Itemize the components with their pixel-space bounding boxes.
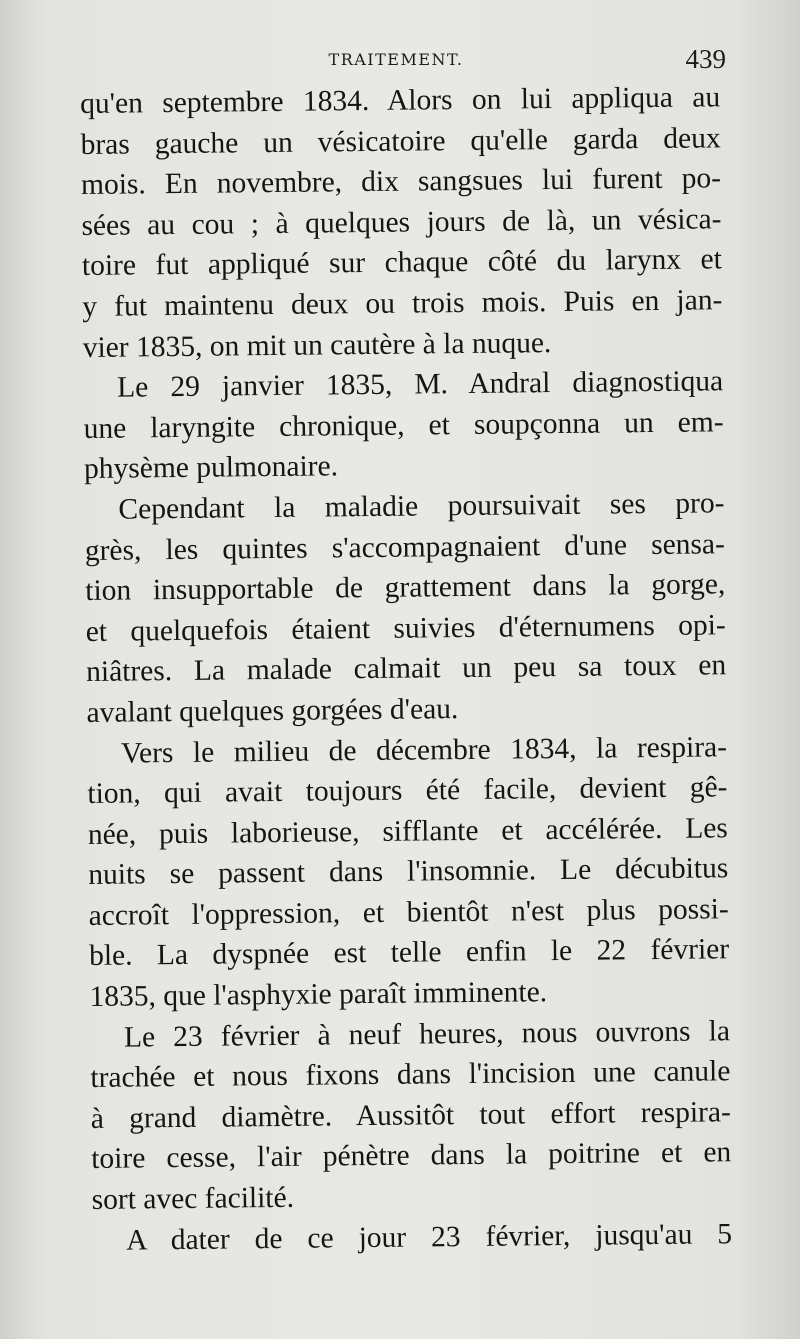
page-number: 439 [685, 44, 726, 74]
text-line: trachée et nous fixons dans l'incision une canule [90, 1055, 731, 1095]
text-line: Le 29 janvier 1835, M. Andral diagnostiqua [117, 365, 724, 404]
text-line: et quelquefois étaient suivies d'éternumens opi- [85, 608, 726, 648]
text-line: mois. En novembre, dix sangsues lui furent po- [80, 162, 722, 202]
text-line: Vers le milieu de décembre 1834, la respira- [120, 730, 728, 770]
text-line: A dater de ce jour 23 février, jusqu'au 5 [125, 1217, 733, 1257]
text-line: avalant quelques gorgées d'eau. [86, 692, 459, 729]
text-line: vier 1835, on mit un cautère à la nuque. [82, 326, 552, 364]
running-title: TRAITEMENT. [328, 50, 464, 69]
text-line: sort avec facilité. [91, 1181, 295, 1216]
text-line: y fut maintenu deux ou trois mois. Puis en jan- [82, 284, 723, 323]
text-line: nuits se passent dans l'insomnie. Le décubitus [88, 852, 729, 892]
text-line: née, puis laborieuse, sifflante et accélérée. Les [87, 811, 728, 851]
text-line: toire fut appliqué sur chaque côté du larynx et [81, 243, 723, 283]
text-line: ble. La dyspnée est telle enfin le 22 février [88, 933, 730, 973]
text-line: qu'en septembre 1834. Alors on lui appliqua au [80, 81, 721, 120]
text-line: sées au cou ; à quelques jours de là, un vésica- [81, 203, 722, 242]
text-line: niâtres. La malade calmait un peu sa toux en [85, 649, 727, 689]
text-line: à grand diamètre. Aussitôt tout effort respira- [90, 1096, 731, 1135]
running-head [78, 44, 726, 76]
text-line: tion, qui avait toujours été facile, devient gê- [87, 771, 728, 811]
text-line: toire cesse, l'air pénètre dans la poitrine et en [91, 1136, 732, 1176]
text-line: accroît l'oppression, et bientôt n'est plus possi- [88, 893, 729, 932]
text-line: bras gauche un vésicatoire qu'elle garda deux [80, 121, 721, 161]
body-text [80, 77, 732, 1261]
text-line: tion insupportable de grattement dans la gorge, [85, 568, 726, 608]
text-line: Le 23 février à neuf heures, nous ouvrons la [123, 1014, 731, 1054]
text-line: grès, les quintes s'accompagnaient d'une sensa- [84, 527, 726, 567]
text-line: physème pulmonaire. [83, 450, 339, 486]
text-line: Cependant la maladie poursuivait ses pro- [118, 487, 725, 526]
text-line: une laryngite chronique, et soupçonna un em- [83, 406, 724, 445]
text-line: 1835, que l'asphyxie paraît imminente. [89, 976, 548, 1014]
